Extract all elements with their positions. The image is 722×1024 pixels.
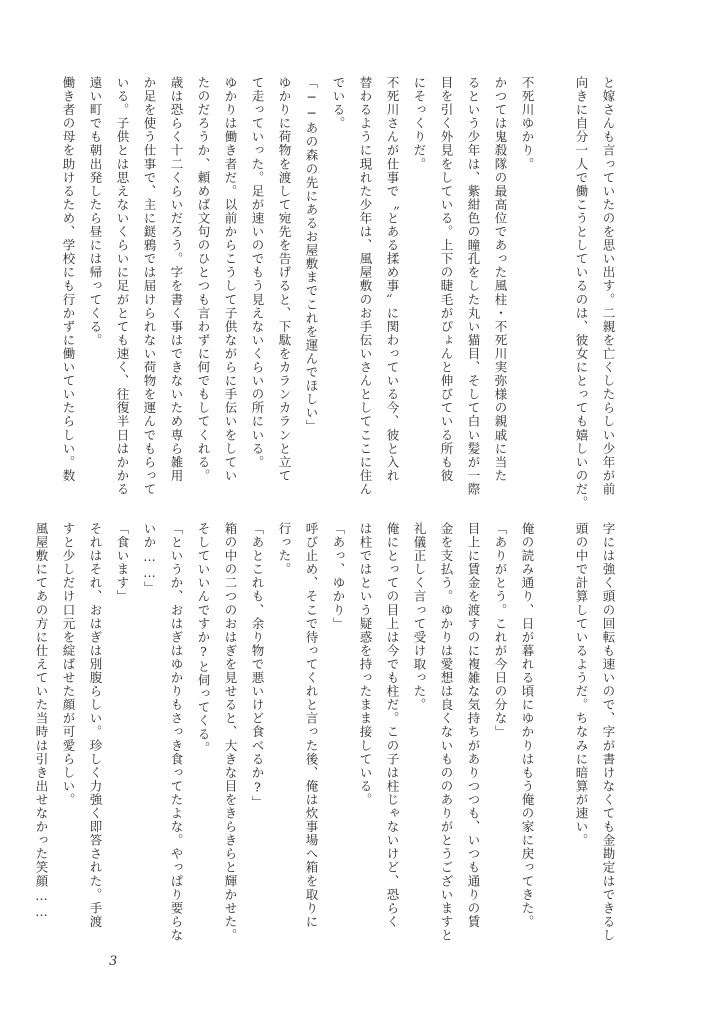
text-column: でいる。 — [331, 76, 346, 131]
upper-text-block — [61, 76, 622, 510]
text-column: 俺にとっての目上は今でも柱だ。この子は柱じゃないけど、恐らく — [385, 522, 400, 929]
text-column: それはそれ、おはぎは別腹らしい。珍しく力強く即答された。手渡 — [88, 522, 103, 929]
page-number: 3 — [109, 954, 118, 969]
text-column: 「──あの森の先にあるお屋敷までこれを運んでほしい」 — [304, 76, 319, 434]
text-column: 礼儀正しく言って受け取った。 — [412, 522, 427, 712]
text-column: たのだろうか、頼めば文句のひとつも言わずに何でもしてくれる。 — [196, 76, 211, 483]
text-column: 「食います」 — [115, 522, 130, 604]
text-column: 頭の中で計算しているようだ。ちなみに暗算が速い。 — [574, 522, 589, 848]
text-column: 呼び止め、そこで待ってくれと言った後、俺は炊事場へ箱を取りに — [304, 522, 319, 929]
text-column: 俺の読み通り、日が暮れる頃にゆかりはもう俺の家に戻ってきた。 — [520, 522, 535, 929]
text-column: と嫁さんも言っていたのを思い出す。二親を亡くしたらしい少年が前 — [601, 76, 616, 497]
text-column: 「あとこれも、余り物で悪いけど食べるか?」 — [250, 522, 265, 810]
text-column: 遠い町でも朝出発したら昼には帰ってくる。 — [88, 76, 103, 347]
text-column: 不死川さんが仕事で〝とある揉め事〟に関わっている今、彼と入れ — [385, 76, 400, 483]
text-column: 不死川ゆかり。 — [520, 76, 535, 171]
text-column: るという少年は、紫紺色の瞳孔をした丸い猫目、そして白い髪が一際 — [466, 76, 481, 497]
lower-text-block — [34, 522, 622, 943]
text-column: て走っていった。足が速いのでもう見えないくらいの所にいる。 — [250, 76, 265, 469]
text-column: 風屋敷にてあの方に仕えていた当時は引き出せなかった笑顔…… — [34, 522, 49, 920]
text-column: 歳は恐らく十二くらいだろう。字を書く事はできないため専ら雑用 — [169, 76, 184, 483]
text-column: 働き者の母を助けるため、学校にも行かずに働いていたらしい。数 — [61, 76, 76, 483]
text-column: 向きに自分一人で働こうとしているのは、彼女にとっても嬉しいのだ。 — [574, 76, 589, 510]
text-column: 行った。 — [277, 522, 292, 577]
text-column: かつては鬼殺隊の最高位であった風柱・不死川実弥様の親戚に当た — [493, 76, 508, 483]
text-column: 「あっ、ゆかり」 — [331, 522, 346, 631]
text-column: そしていいんですか?と伺ってくる。 — [196, 522, 211, 755]
blank-column — [541, 76, 568, 508]
text-column: いる。子供とは思えないくらいに足がとても速く、往復半日はかかる — [115, 76, 130, 497]
text-column: 箱の中の二つのおはぎを見せると、大きな目をきらきらと輝かせた。 — [223, 522, 238, 943]
text-column: すと少しだけ口元を綻ばせた顔が可愛らしい。 — [61, 522, 76, 807]
text-column: 金を支払う。ゆかりは愛想は良くないもののありがとうございますと — [439, 522, 454, 943]
text-column: 目を引く外見をしている。上下の睫毛がぴょんと伸びている所も彼 — [439, 76, 454, 483]
text-column: 「というか、おはぎはゆかりもさっき食ってたよな。やっぱり要らな — [169, 522, 184, 943]
blank-column — [541, 522, 568, 942]
text-column: 目上に賃金を渡すのに複雑な気持ちがありつつも、いつも通りの賃 — [466, 522, 481, 929]
text-column: 「ありがとう。これが今日の分な」 — [493, 522, 508, 739]
text-column: 字には強く頭の回転も速いので、字が書けなくても金勘定はできるし — [601, 522, 616, 943]
text-column: ゆかりに荷物を渡して宛先を告げると、下駄をカランカランと立て — [277, 76, 292, 483]
text-column: ゆかりは働き者だ。以前からこうして子供ながらに手伝いをしてい — [223, 76, 238, 483]
text-column: か足を使う仕事で、主に鎹鴉では届けられない荷物を運んでもらって — [142, 76, 157, 497]
text-column: いか……」 — [142, 522, 157, 595]
text-column: 替わるように現れた少年は、風屋敷のお手伝いさんとしてここに住ん — [358, 76, 373, 497]
text-column: にそっくりだ。 — [412, 76, 427, 171]
text-column: は柱ではという疑惑を持ったまま接している。 — [358, 522, 373, 807]
